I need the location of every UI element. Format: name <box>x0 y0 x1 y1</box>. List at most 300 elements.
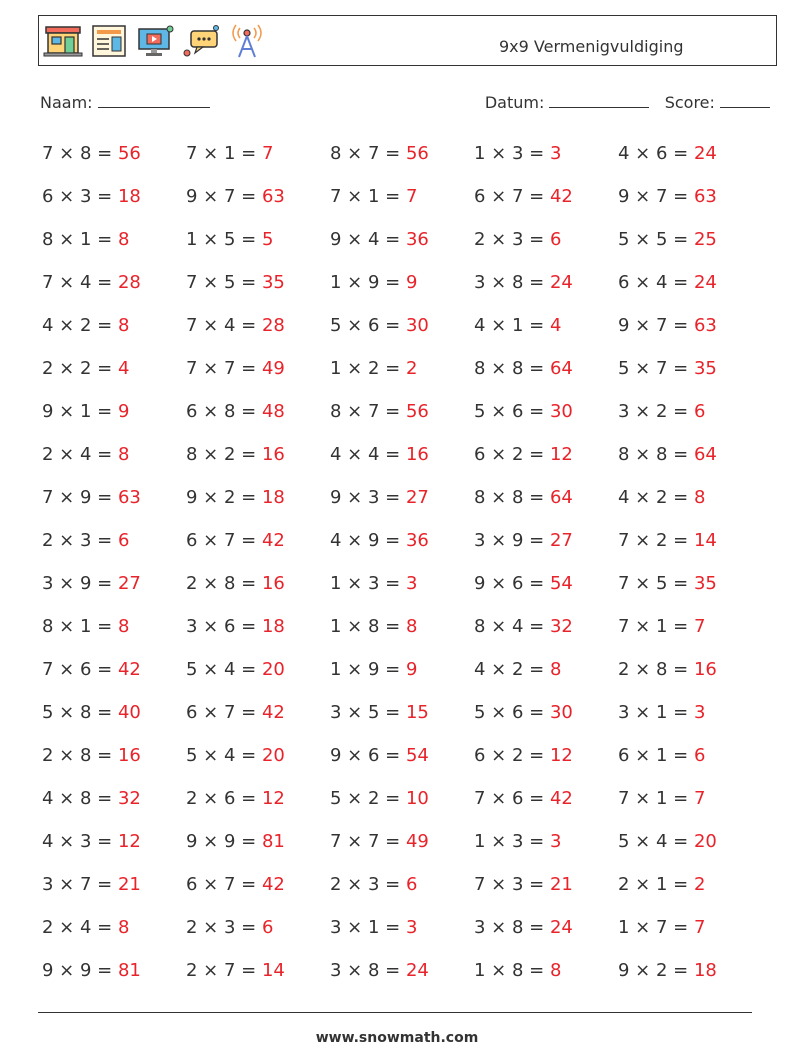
problem-question: 7 × 4 = <box>186 315 262 336</box>
problem-answer: 32 <box>549 616 573 637</box>
problem-item <box>474 873 618 916</box>
problem-row <box>42 744 762 787</box>
problem-item <box>618 572 762 615</box>
problem-row <box>42 271 762 314</box>
problem-question: 3 × 8 = <box>330 960 406 981</box>
problem-question: 7 × 6 = <box>474 788 550 809</box>
problem-item <box>474 185 618 228</box>
problem-item <box>186 916 330 959</box>
problem-answer: 64 <box>549 358 573 379</box>
problem-answer: 3 <box>549 831 562 852</box>
problem-question: 1 × 8 = <box>474 960 550 981</box>
problem-item <box>330 787 474 830</box>
problem-item <box>42 744 186 787</box>
problem-item <box>42 916 186 959</box>
problem-answer: 28 <box>117 272 141 293</box>
problem-item <box>42 873 186 916</box>
problem-answer: 18 <box>693 960 717 981</box>
problem-item <box>474 529 618 572</box>
problem-item <box>330 529 474 572</box>
problem-item <box>474 228 618 271</box>
problem-item <box>330 185 474 228</box>
problem-question: 2 × 3 = <box>186 917 262 938</box>
problem-question: 9 × 6 = <box>330 745 406 766</box>
problem-question: 9 × 7 = <box>618 186 694 207</box>
problem-item <box>186 228 330 271</box>
problem-item <box>474 400 618 443</box>
problem-item <box>330 701 474 744</box>
problem-item <box>42 658 186 701</box>
problem-question: 4 × 3 = <box>42 831 118 852</box>
problem-answer: 6 <box>693 401 706 422</box>
problem-question: 1 × 3 = <box>474 143 550 164</box>
problem-answer: 35 <box>261 272 285 293</box>
problem-answer: 20 <box>261 659 285 680</box>
problem-row <box>42 701 762 744</box>
problem-question: 2 × 1 = <box>618 874 694 895</box>
problem-question: 5 × 5 = <box>618 229 694 250</box>
problem-item <box>42 529 186 572</box>
problem-answer: 56 <box>405 401 429 422</box>
problem-question: 5 × 6 = <box>330 315 406 336</box>
problem-item <box>186 314 330 357</box>
problem-item <box>42 314 186 357</box>
problem-answer: 20 <box>693 831 717 852</box>
problem-item <box>474 744 618 787</box>
problem-answer: 63 <box>117 487 141 508</box>
problem-row <box>42 228 762 271</box>
problem-question: 2 × 3 = <box>474 229 550 250</box>
problem-question: 8 × 8 = <box>474 358 550 379</box>
problem-row <box>42 400 762 443</box>
problem-item <box>186 830 330 873</box>
problem-answer: 12 <box>549 444 573 465</box>
problem-item <box>618 228 762 271</box>
problem-item <box>186 701 330 744</box>
problem-answer: 56 <box>117 143 141 164</box>
antenna-icon <box>227 23 267 59</box>
problem-question: 1 × 7 = <box>618 917 694 938</box>
problem-answer: 42 <box>549 186 573 207</box>
problem-question: 3 × 5 = <box>330 702 406 723</box>
problem-item <box>42 228 186 271</box>
problem-answer: 63 <box>261 186 285 207</box>
problem-item <box>330 228 474 271</box>
problem-question: 2 × 8 = <box>618 659 694 680</box>
problem-grid <box>42 142 762 1002</box>
problem-answer: 36 <box>405 530 429 551</box>
problem-answer: 14 <box>693 530 717 551</box>
problem-answer: 27 <box>405 487 429 508</box>
problem-item <box>186 787 330 830</box>
problem-question: 3 × 1 = <box>618 702 694 723</box>
problem-answer: 7 <box>405 186 418 207</box>
name-field <box>40 93 210 112</box>
problem-question: 1 × 5 = <box>186 229 262 250</box>
problem-question: 9 × 1 = <box>42 401 118 422</box>
problem-row <box>42 916 762 959</box>
problem-question: 5 × 2 = <box>330 788 406 809</box>
problem-answer: 6 <box>405 874 418 895</box>
problem-answer: 24 <box>549 272 573 293</box>
problem-answer: 35 <box>693 358 717 379</box>
problem-item <box>618 959 762 1002</box>
problem-question: 8 × 1 = <box>42 229 118 250</box>
problem-item <box>618 486 762 529</box>
problem-question: 1 × 9 = <box>330 272 406 293</box>
problem-question: 9 × 2 = <box>618 960 694 981</box>
problem-item <box>186 744 330 787</box>
problem-answer: 27 <box>549 530 573 551</box>
problem-item <box>186 658 330 701</box>
problem-answer: 15 <box>405 702 429 723</box>
problem-item <box>330 357 474 400</box>
problem-question: 3 × 8 = <box>474 917 550 938</box>
problem-row <box>42 873 762 916</box>
problem-answer: 49 <box>261 358 285 379</box>
problem-question: 8 × 7 = <box>330 143 406 164</box>
problem-item <box>186 959 330 1002</box>
problem-answer: 6 <box>549 229 562 250</box>
problem-answer: 5 <box>261 229 274 250</box>
problem-question: 4 × 4 = <box>330 444 406 465</box>
problem-answer: 8 <box>117 229 130 250</box>
problem-item <box>474 787 618 830</box>
problem-answer: 6 <box>261 917 274 938</box>
problem-question: 1 × 3 = <box>330 573 406 594</box>
problem-item <box>186 357 330 400</box>
problem-answer: 30 <box>549 702 573 723</box>
name-blank <box>98 93 210 108</box>
problem-answer: 8 <box>117 917 130 938</box>
problem-answer: 12 <box>117 831 141 852</box>
problem-answer: 8 <box>549 960 562 981</box>
problem-item <box>42 271 186 314</box>
problem-item <box>186 443 330 486</box>
problem-row <box>42 443 762 486</box>
problem-question: 7 × 1 = <box>618 788 694 809</box>
problem-question: 5 × 6 = <box>474 401 550 422</box>
problem-item <box>618 787 762 830</box>
problem-question: 7 × 5 = <box>618 573 694 594</box>
problem-answer: 4 <box>117 358 130 379</box>
problem-question: 3 × 8 = <box>474 272 550 293</box>
problem-question: 2 × 4 = <box>42 444 118 465</box>
date-label: Datum: <box>484 93 545 112</box>
problem-question: 7 × 2 = <box>618 530 694 551</box>
problem-answer: 7 <box>693 616 706 637</box>
problem-question: 2 × 8 = <box>186 573 262 594</box>
problem-question: 8 × 8 = <box>474 487 550 508</box>
problem-item <box>42 572 186 615</box>
problem-question: 3 × 2 = <box>618 401 694 422</box>
problem-row <box>42 486 762 529</box>
problem-row <box>42 142 762 185</box>
problem-answer: 27 <box>117 573 141 594</box>
score-blank <box>720 93 770 108</box>
problem-item <box>330 658 474 701</box>
problem-question: 8 × 8 = <box>618 444 694 465</box>
problem-question: 6 × 7 = <box>186 874 262 895</box>
problem-answer: 54 <box>549 573 573 594</box>
problem-answer: 54 <box>405 745 429 766</box>
problem-item <box>42 185 186 228</box>
problem-item <box>474 658 618 701</box>
problem-question: 9 × 7 = <box>618 315 694 336</box>
problem-question: 5 × 4 = <box>618 831 694 852</box>
problem-item <box>618 701 762 744</box>
problem-question: 9 × 4 = <box>330 229 406 250</box>
problem-item <box>186 271 330 314</box>
problem-item <box>618 830 762 873</box>
problem-answer: 63 <box>693 186 717 207</box>
problem-question: 7 × 1 = <box>618 616 694 637</box>
problem-item <box>474 701 618 744</box>
problem-question: 5 × 4 = <box>186 745 262 766</box>
problem-answer: 49 <box>405 831 429 852</box>
problem-answer: 64 <box>693 444 717 465</box>
problem-row <box>42 959 762 1002</box>
problem-answer: 16 <box>405 444 429 465</box>
problem-question: 6 × 7 = <box>474 186 550 207</box>
problem-question: 6 × 3 = <box>42 186 118 207</box>
problem-answer: 20 <box>261 745 285 766</box>
problem-item <box>186 572 330 615</box>
problem-answer: 9 <box>405 272 418 293</box>
problem-question: 6 × 1 = <box>618 745 694 766</box>
problem-answer: 24 <box>405 960 429 981</box>
problem-item <box>330 142 474 185</box>
problem-item <box>186 142 330 185</box>
problem-item <box>42 615 186 658</box>
problem-question: 2 × 3 = <box>330 874 406 895</box>
problem-item <box>186 185 330 228</box>
problem-item <box>186 873 330 916</box>
problem-question: 1 × 9 = <box>330 659 406 680</box>
problem-question: 8 × 2 = <box>186 444 262 465</box>
problem-item <box>474 443 618 486</box>
problem-answer: 8 <box>549 659 562 680</box>
problem-answer: 18 <box>261 616 285 637</box>
problem-answer: 35 <box>693 573 717 594</box>
problem-item <box>474 314 618 357</box>
header-box <box>38 15 777 66</box>
problem-item <box>474 615 618 658</box>
problem-answer: 3 <box>405 573 418 594</box>
problem-row <box>42 529 762 572</box>
problem-question: 2 × 8 = <box>42 745 118 766</box>
problem-row <box>42 830 762 873</box>
problem-answer: 81 <box>117 960 141 981</box>
problem-question: 1 × 2 = <box>330 358 406 379</box>
problem-item <box>42 357 186 400</box>
problem-item <box>474 916 618 959</box>
problem-question: 1 × 8 = <box>330 616 406 637</box>
problem-question: 9 × 2 = <box>186 487 262 508</box>
problem-item <box>330 486 474 529</box>
problem-item <box>618 658 762 701</box>
problem-answer: 42 <box>261 702 285 723</box>
problem-answer: 18 <box>261 487 285 508</box>
problem-answer: 9 <box>405 659 418 680</box>
chat-icon <box>181 23 221 59</box>
problem-item <box>186 486 330 529</box>
score-label: Score: <box>664 93 715 112</box>
problem-answer: 64 <box>549 487 573 508</box>
problem-question: 7 × 5 = <box>186 272 262 293</box>
footer-divider <box>38 1012 752 1013</box>
problem-question: 9 × 3 = <box>330 487 406 508</box>
problem-answer: 7 <box>693 917 706 938</box>
problem-question: 3 × 9 = <box>474 530 550 551</box>
problem-item <box>42 959 186 1002</box>
problem-item <box>618 314 762 357</box>
problem-answer: 28 <box>261 315 285 336</box>
problem-row <box>42 185 762 228</box>
problem-question: 9 × 7 = <box>186 186 262 207</box>
problem-question: 5 × 6 = <box>474 702 550 723</box>
problem-question: 7 × 9 = <box>42 487 118 508</box>
problem-question: 5 × 4 = <box>186 659 262 680</box>
problem-answer: 6 <box>117 530 130 551</box>
problem-question: 8 × 4 = <box>474 616 550 637</box>
problem-question: 2 × 4 = <box>42 917 118 938</box>
problem-answer: 8 <box>117 315 130 336</box>
problem-answer: 8 <box>693 487 706 508</box>
problem-question: 7 × 4 = <box>42 272 118 293</box>
problem-item <box>618 185 762 228</box>
problem-question: 4 × 8 = <box>42 788 118 809</box>
problem-question: 3 × 1 = <box>330 917 406 938</box>
problem-question: 9 × 6 = <box>474 573 550 594</box>
problem-question: 7 × 1 = <box>330 186 406 207</box>
problem-item <box>330 916 474 959</box>
problem-question: 6 × 4 = <box>618 272 694 293</box>
page-title: 9x9 Vermenigvuldiging <box>499 37 684 56</box>
problem-question: 5 × 7 = <box>618 358 694 379</box>
problem-item <box>618 873 762 916</box>
problem-answer: 16 <box>261 444 285 465</box>
problem-answer: 18 <box>117 186 141 207</box>
problem-item <box>618 271 762 314</box>
problem-answer: 36 <box>405 229 429 250</box>
problem-answer: 48 <box>261 401 285 422</box>
problem-item <box>186 615 330 658</box>
problem-answer: 24 <box>693 272 717 293</box>
problem-answer: 14 <box>261 960 285 981</box>
problem-question: 7 × 6 = <box>42 659 118 680</box>
problem-question: 7 × 3 = <box>474 874 550 895</box>
problem-answer: 2 <box>693 874 706 895</box>
problem-item <box>618 142 762 185</box>
problem-item <box>618 615 762 658</box>
problem-item <box>330 400 474 443</box>
problem-answer: 3 <box>693 702 706 723</box>
problem-question: 6 × 2 = <box>474 745 550 766</box>
problem-answer: 30 <box>549 401 573 422</box>
problem-item <box>474 572 618 615</box>
problem-answer: 30 <box>405 315 429 336</box>
header-icons <box>43 20 267 62</box>
newspaper-icon <box>89 23 129 59</box>
footer-url: www.snowmath.com <box>315 1030 479 1046</box>
problem-answer: 42 <box>261 874 285 895</box>
problem-row <box>42 787 762 830</box>
problem-question: 7 × 1 = <box>186 143 262 164</box>
problem-answer: 40 <box>117 702 141 723</box>
problem-question: 4 × 9 = <box>330 530 406 551</box>
problem-question: 9 × 9 = <box>42 960 118 981</box>
problem-item <box>186 529 330 572</box>
problem-row <box>42 314 762 357</box>
problem-answer: 16 <box>693 659 717 680</box>
problem-item <box>42 701 186 744</box>
problem-question: 1 × 3 = <box>474 831 550 852</box>
problem-item <box>330 873 474 916</box>
problem-item <box>330 830 474 873</box>
problem-answer: 24 <box>693 143 717 164</box>
problem-item <box>42 486 186 529</box>
problem-item <box>42 142 186 185</box>
problem-question: 4 × 2 = <box>42 315 118 336</box>
problem-item <box>330 572 474 615</box>
problem-answer: 25 <box>693 229 717 250</box>
problem-item <box>42 443 186 486</box>
problem-answer: 8 <box>117 616 130 637</box>
problem-answer: 21 <box>117 874 141 895</box>
problem-answer: 3 <box>405 917 418 938</box>
problem-item <box>330 615 474 658</box>
problem-question: 3 × 6 = <box>186 616 262 637</box>
problem-question: 2 × 6 = <box>186 788 262 809</box>
problem-answer: 3 <box>549 143 562 164</box>
problem-row <box>42 357 762 400</box>
problem-answer: 7 <box>693 788 706 809</box>
problem-question: 2 × 7 = <box>186 960 262 981</box>
problem-item <box>42 787 186 830</box>
date-score-fields <box>485 93 770 112</box>
problem-question: 8 × 1 = <box>42 616 118 637</box>
problem-answer: 7 <box>261 143 274 164</box>
problem-item <box>618 357 762 400</box>
problem-question: 4 × 2 = <box>474 659 550 680</box>
problem-question: 6 × 7 = <box>186 702 262 723</box>
problem-question: 3 × 7 = <box>42 874 118 895</box>
problem-answer: 8 <box>405 616 418 637</box>
problem-question: 7 × 8 = <box>42 143 118 164</box>
problem-question: 4 × 6 = <box>618 143 694 164</box>
shop-icon <box>43 23 83 59</box>
problem-item <box>618 529 762 572</box>
problem-question: 2 × 3 = <box>42 530 118 551</box>
problem-question: 4 × 1 = <box>474 315 550 336</box>
problem-answer: 32 <box>117 788 141 809</box>
problem-row <box>42 572 762 615</box>
problem-item <box>618 916 762 959</box>
problem-question: 6 × 8 = <box>186 401 262 422</box>
problem-answer: 63 <box>693 315 717 336</box>
date-blank <box>549 93 649 108</box>
problem-item <box>618 744 762 787</box>
problem-answer: 24 <box>549 917 573 938</box>
problem-item <box>42 400 186 443</box>
problem-question: 7 × 7 = <box>186 358 262 379</box>
problem-answer: 10 <box>405 788 429 809</box>
problem-answer: 16 <box>117 745 141 766</box>
problem-answer: 6 <box>693 745 706 766</box>
problem-question: 2 × 2 = <box>42 358 118 379</box>
problem-item <box>42 830 186 873</box>
